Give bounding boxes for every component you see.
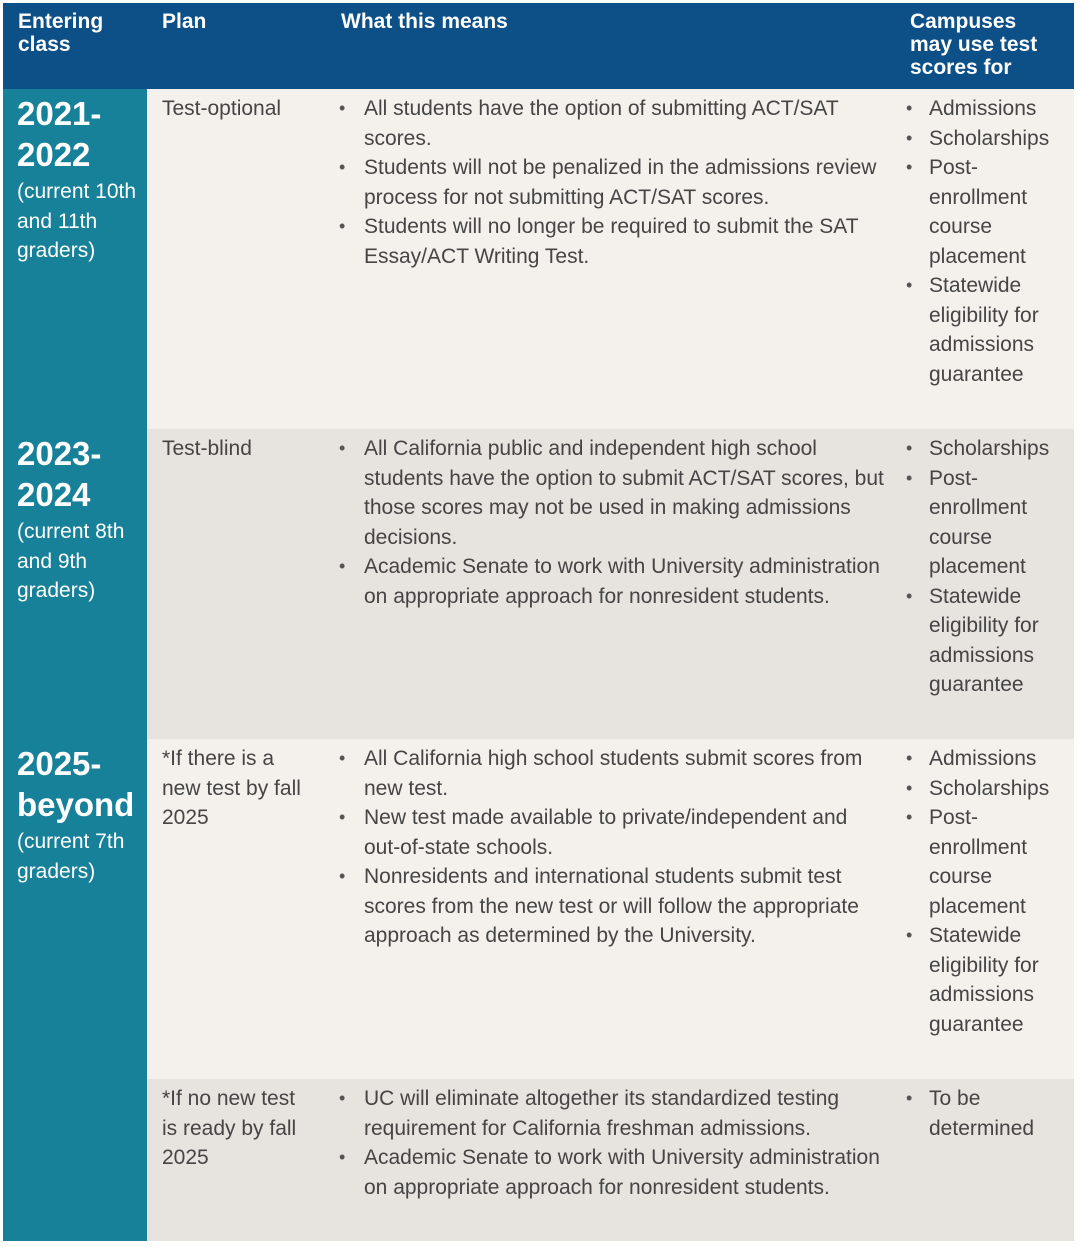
list-item: • Statewide eligibility for admissions guarantee	[902, 271, 1070, 389]
year-subtitle: (current 8th and 9th graders)	[17, 520, 125, 602]
header-entering-class: Entering class	[3, 3, 147, 89]
list-item: • Students will not be penalized in the admissions review process for not submitting ACT/SAT scores.	[335, 153, 887, 212]
campuses-cell	[895, 89, 1074, 429]
plan-cell: *If no new test is ready by fall 2025	[147, 1079, 325, 1241]
year-label: 2021-2022	[17, 95, 102, 173]
campuses-cell	[895, 1079, 1074, 1241]
campuses-cell	[895, 739, 1074, 1079]
list-item: • Scholarships	[902, 434, 1070, 464]
list-item: • UC will eliminate altogether its standardized testing requirement for California freshman admissions.	[335, 1084, 887, 1143]
list-item: • All students have the option of submitting ACT/SAT scores.	[335, 94, 887, 153]
header-what-this-means: What this means	[325, 3, 895, 89]
plan-cell: Test-blind	[147, 429, 325, 739]
list-item: • Scholarships	[902, 124, 1070, 154]
means-cell	[325, 429, 895, 739]
list-item: • Post-enrollment course placement	[902, 464, 1070, 582]
year-subtitle: (current 10th and 11th graders)	[17, 180, 137, 262]
list-item: • Students will no longer be required to submit the SAT Essay/ACT Writing Test.	[335, 212, 887, 271]
list-item: • All California high school students submit scores from new test.	[335, 744, 887, 803]
list-item: • Admissions	[902, 744, 1070, 774]
list-item: • Statewide eligibility for admissions guarantee	[902, 582, 1070, 700]
year-cell-2021	[3, 89, 147, 429]
campuses-cell	[895, 429, 1074, 739]
year-label: 2025-beyond	[17, 745, 135, 823]
means-cell	[325, 739, 895, 1079]
list-item: • All California public and independent high school students have the option to submit ACT/SAT scores, but those scores may not be used in making admissions decisions.	[335, 434, 887, 552]
year-subtitle: (current 7th graders)	[17, 830, 125, 883]
year-cell-2023	[3, 429, 147, 739]
year-label: 2023-2024	[17, 435, 102, 513]
year-cell-2025	[3, 739, 147, 1241]
list-item: • Post-enrollment course placement	[902, 153, 1070, 271]
list-item: • Scholarships	[902, 774, 1070, 804]
list-item: • To be determined	[902, 1084, 1070, 1143]
plan-cell: *If there is a new test by fall 2025	[147, 739, 325, 1079]
list-item: • New test made available to private/independent and out-of-state schools.	[335, 803, 887, 862]
list-item: • Post-enrollment course placement	[902, 803, 1070, 921]
list-item: • Statewide eligibility for admissions guarantee	[902, 921, 1070, 1039]
header-plan: Plan	[147, 3, 325, 89]
means-cell	[325, 89, 895, 429]
list-item: • Admissions	[902, 94, 1070, 124]
list-item: • Academic Senate to work with University administration on appropriate approach for nonresident students.	[335, 552, 887, 611]
list-item: • Nonresidents and international students submit test scores from the new test or will follow the appropriate approach as determined by the University.	[335, 862, 887, 951]
test-policy-table	[3, 3, 1074, 1243]
plan-cell: Test-optional	[147, 89, 325, 429]
means-cell	[325, 1079, 895, 1241]
header-campuses: Campuses may use test scores for	[895, 3, 1074, 89]
list-item: • Academic Senate to work with University administration on appropriate approach for nonresident students.	[335, 1143, 887, 1202]
